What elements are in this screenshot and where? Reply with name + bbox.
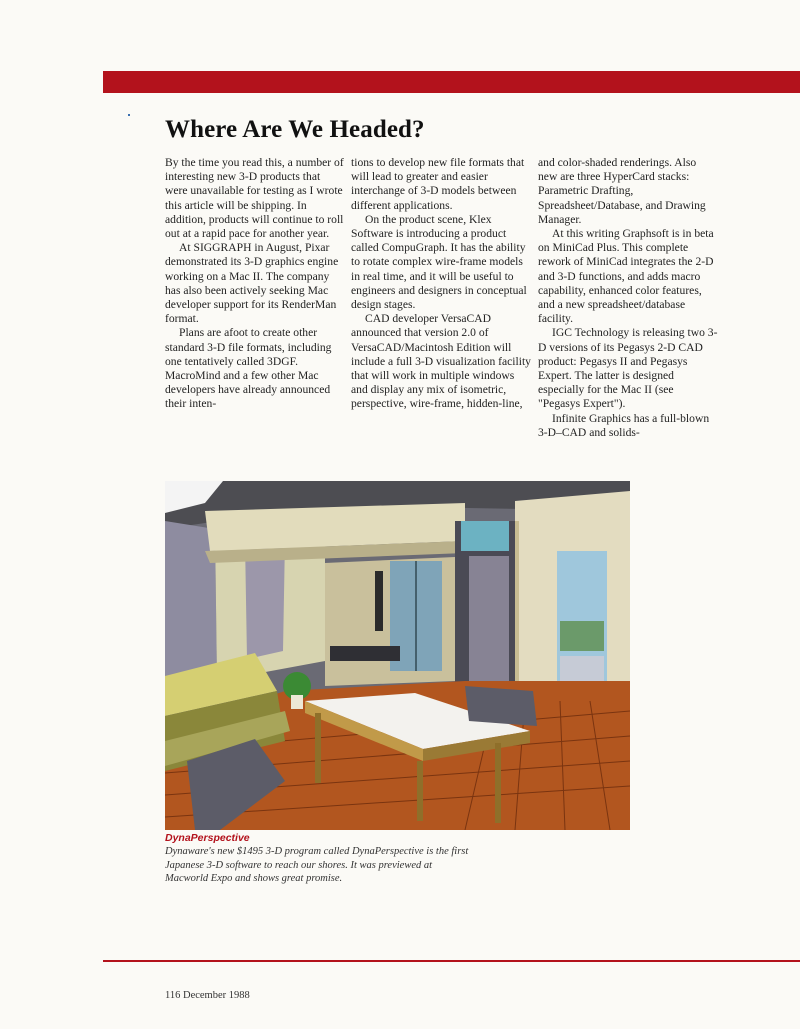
paragraph: tions to develop new file formats that will lead to greater and easier interchange of 3-D models between different applications. [351, 156, 525, 212]
dynaperspective-rendering [165, 481, 630, 830]
paragraph: and color-shaded renderings. Also new are three HyperCard stacks: Parametric Drafting, Spreadsheet/Database, and Drawing Manager. [538, 156, 706, 226]
paragraph: CAD developer VersaCAD announced that version 2.0 of VersaCAD/Macintosh Edition will include a full 3-D visualization facility that will work in multiple windows and display any mix of isometric, perspective, wire-frame, hidden-line, [351, 312, 531, 411]
paragraph: By the time you read this, a number of interesting new 3-D products that were unavailable for testing as I wrote this article will be shipping. In addition, products will continue to roll out at a rapid pace for another year. [165, 156, 344, 241]
text-column-3 [538, 156, 718, 440]
paragraph: Infinite Graphics has a full-blown 3-D–CAD and solids- [538, 411, 710, 439]
interior-render-image [165, 481, 630, 830]
text-column-2 [351, 156, 531, 412]
page-footer: 116 December 1988 [165, 990, 250, 1001]
paragraph: At this writing Graphsoft is in beta on MiniCad Plus. This complete rework of MiniCad integrates the 2-D and 3-D functions, and adds macro capability, enhanced color features, and a new spreadsheet/database facility. [538, 227, 714, 326]
top-red-bar [103, 71, 800, 93]
figure-caption-text: Dynaware's new $1495 3-D program called DynaPerspective is the first Japanese 3-D software to reach our shores. It was previewed at Macworld Expo and shows great promise. [165, 846, 469, 884]
blue-speck [128, 114, 130, 116]
figure-caption-title: DynaPerspective [165, 832, 250, 844]
article-headline: Where Are We Headed? [165, 116, 425, 143]
paragraph: IGC Technology is releasing two 3-D versions of its Pegasys 2-D CAD product: Pegasys II and Pegasys Expert. The latter is designed especially for the Mac II (see "Pegasys Expert"). [538, 326, 718, 411]
paragraph: On the product scene, Klex Software is introducing a product called CompuGraph. It has the ability to rotate complex wire-frame models in real time, and it will be useful to engineers and designers in conceptual design stages. [351, 212, 527, 312]
bottom-red-rule [103, 960, 800, 962]
paragraph: Plans are afoot to create other standard 3-D file formats, including one tentatively called 3DGF. MacroMind and a few other Mac developers have already announced their inten- [165, 326, 332, 411]
text-column-1 [165, 156, 345, 412]
paragraph: At SIGGRAPH in August, Pixar demonstrated its 3-D graphics engine working on a Mac II. The company has also been actively seeking Mac developer support for its RenderMan format. [165, 241, 339, 326]
